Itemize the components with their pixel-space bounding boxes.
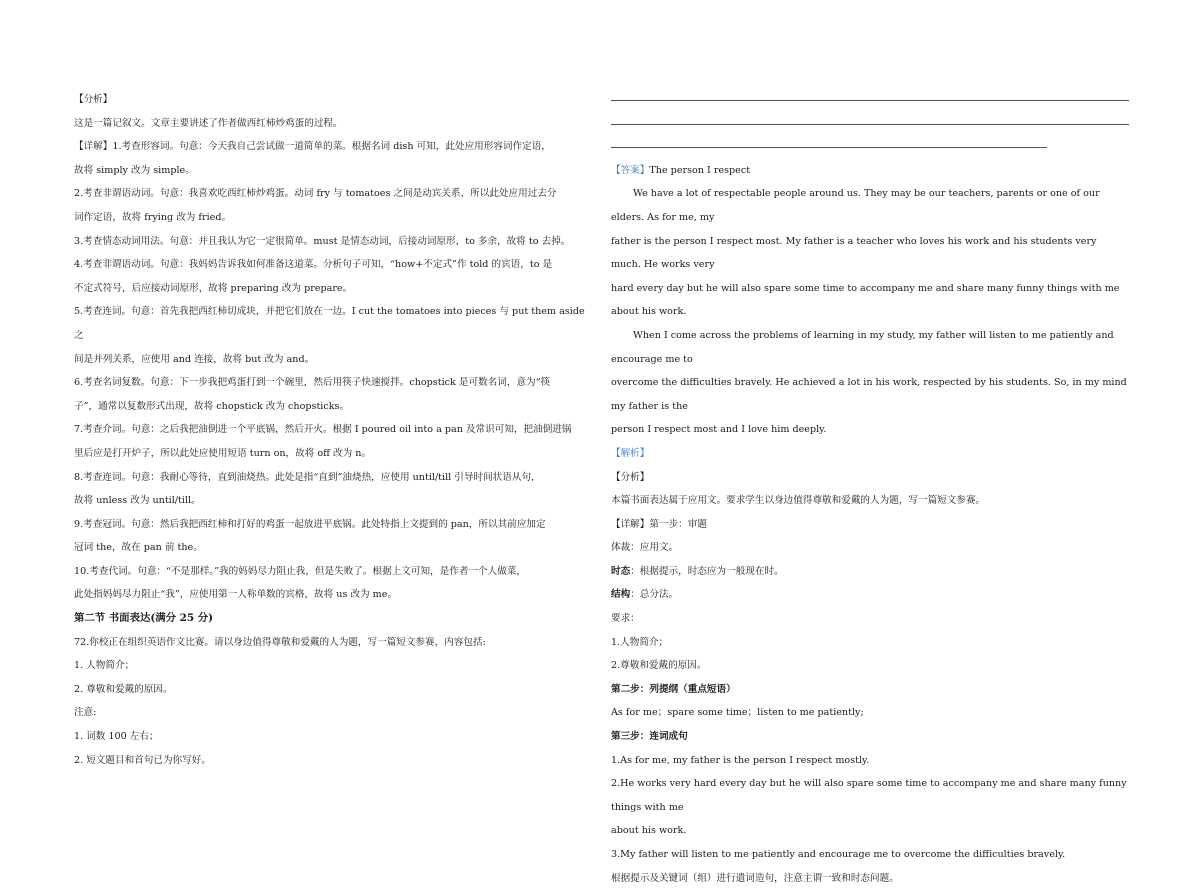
essay-line: overcome the difficulties bravely. He achieved a lot in his work, respected by his students. So, in my mind my father is the: [611, 377, 1127, 412]
answer-blank-line: [611, 88, 1129, 112]
right-column: [611, 88, 1129, 890]
requirements-heading: 要求：: [611, 613, 640, 625]
sentence-line: 2.He works very hard every day but he will also spare some time to accompany me and share many funny things with me: [611, 778, 1127, 813]
key-phrases: As for me；spare some time；listen to me patiently;: [611, 707, 864, 719]
text-line: 6.考查名词复数。句意：下一步我把鸡蛋打到一个碗里，然后用筷子快速搅拌。chopstick 是可数名词，意为“筷: [74, 377, 551, 389]
structure-line: [611, 583, 1129, 607]
task-line: 注意:: [74, 707, 97, 719]
left-column: [74, 88, 590, 772]
text-line: 【分析】: [74, 94, 113, 105]
task-line: 2. 短文题目和首句已为你写好。: [74, 754, 211, 766]
requirement-item: 2.尊敬和爱戴的原因。: [611, 660, 707, 672]
text-line: 9.考查冠词。句意：然后我把西红柿和打好的鸡蛋一起放进平底锅。此处特指上文提到的 pan，所以其前应加定: [74, 518, 546, 530]
task-line: 1. 人物简介；: [74, 660, 135, 672]
task-line: 72.你校正在组织英语作文比赛。请以身边值得尊敬和爱戴的人为题，写一篇短文参赛，内容包括:: [74, 636, 486, 648]
essay-line: hard every day but he will also spare some time to accompany me and share many funny things with me about his work.: [611, 282, 1120, 318]
tense-text: ：根据提示，时态应为一般现在时。: [630, 565, 784, 577]
answer-heading: [611, 159, 1129, 183]
fenxi-text: 本篇书面表达属于应用文。要求学生以身边值得尊敬和爱戴的人为题，写一篇短文参赛。: [611, 495, 986, 507]
essay-line: When I come across the problems of learning in my study, my father will listen to me patiently and encourage me to: [611, 329, 1114, 365]
text-line: 子”，通常以复数形式出现，故将 chopstick 改为 chopsticks。: [74, 400, 350, 412]
sentence-line: 3.My father will listen to me patiently and encourage me to overcome the difficulties bravely.: [611, 849, 1066, 860]
text-line: 这是一篇记叙文。文章主要讲述了作者做西红柿炒鸡蛋的过程。: [74, 117, 343, 129]
analysis-tag: 【解析】: [611, 447, 650, 459]
sentence-line: about his work.: [611, 825, 687, 837]
text-line: 不定式符号，后应接动词原形，故将 preparing 改为 prepare。: [74, 282, 353, 294]
fenxi-heading: 【分析】: [611, 471, 650, 483]
step3-heading: 第三步：连词成句: [611, 731, 688, 743]
text-line: 词作定语，故将 frying 改为 fried。: [74, 211, 232, 223]
answer-tag: 【答案】: [611, 164, 650, 176]
task-line: 2. 尊敬和爱戴的原因。: [74, 683, 173, 695]
answer-blank-line: [611, 112, 1129, 136]
detail-heading: 【详解】第一步：审题: [611, 518, 707, 530]
task-line: 1. 词数 100 左右；: [74, 731, 159, 743]
essay-line: We have a lot of respectable people around us. They may be our teachers, parents or one of our elders. As for me, my: [611, 188, 1100, 223]
genre-line: 体裁：应用文。: [611, 542, 679, 554]
text-line: 里后应是打开炉子，所以此处应使用短语 turn on，故将 off 改为 n。: [74, 447, 372, 459]
tense-line: [611, 560, 1129, 584]
text-line: 间是并列关系，应使用 and 连接，故将 but 改为 and。: [74, 353, 315, 365]
text-line: 故将 unless 改为 until/till。: [74, 495, 201, 507]
text-line: 10.考查代词。句意：“不是那样。”我的妈妈尽力阻止我，但是失败了。根据上文可知，是作者一个人做菜，: [74, 565, 526, 577]
sentence-line: 1.As for me, my father is the person I respect mostly.: [611, 754, 870, 766]
text-line: 5.考查连词。句意：首先我把西红柿切成块，并把它们放在一边。I cut the tomatoes into pieces 与 put them aside 之: [74, 306, 585, 341]
step2-heading: 第二步：列提纲（重点短语）: [611, 683, 736, 695]
text-line: 故将 simply 改为 simple。: [74, 164, 195, 176]
text-line: 8.考查连词。句意：我耐心等待，直到油烧热。此处是指“直到”油烧热，应使用 until/till 引导时间状语从句，: [74, 471, 541, 483]
text-line: 4.考查非谓语动词。句意：我妈妈告诉我如何准备这道菜。分析句子可知，“how+不定式”作 told 的宾语，to 是: [74, 259, 553, 271]
tense-label: 时态: [611, 565, 631, 577]
section-title: 第二节 书面表达(满分 25 分): [74, 612, 214, 625]
text-line: 【详解】1.考查形容词。句意：今天我自己尝试做一道简单的菜。根据名词 dish 可知，此处应用形容词作定语，: [74, 141, 551, 153]
text-line: 3.考查情态动词用法。句意：并且我认为它一定很简单。must 是情态动词，后接动词原形，to 多余，故将 to 去掉。: [74, 235, 571, 247]
structure-text: ：总分法。: [630, 589, 679, 601]
requirement-item: 1.人物简介；: [611, 636, 669, 648]
text-line: 此处指妈妈尽力阻止“我”，应使用第一人称单数的宾格，故将 us 改为 me。: [74, 589, 398, 601]
answer-title: The person I respect: [649, 164, 751, 176]
text-line: 7.考查介词。句意：之后我把油倒进一个平底锅，然后开火。根据 I poured oil into a pan 及常识可知，把油倒进锅: [74, 424, 572, 436]
essay-line: person I respect most and I love him deeply.: [611, 424, 827, 436]
structure-label: 结构: [611, 589, 631, 601]
essay-line: father is the person I respect most. My father is a teacher who loves his work and his students very much. He works very: [611, 235, 1097, 271]
answer-blank-line: [611, 135, 1129, 159]
text-line: 冠词 the，故在 pan 前 the。: [74, 542, 203, 554]
text-line: 2.考查非谓语动词。句意：我喜欢吃西红柿炒鸡蛋。动词 fry 与 tomatoes 之间是动宾关系，所以此处应用过去分: [74, 188, 557, 200]
closing-note: 根据提示及关键词（组）进行遣词造句，注意主谓一致和时态问题。: [611, 872, 899, 884]
